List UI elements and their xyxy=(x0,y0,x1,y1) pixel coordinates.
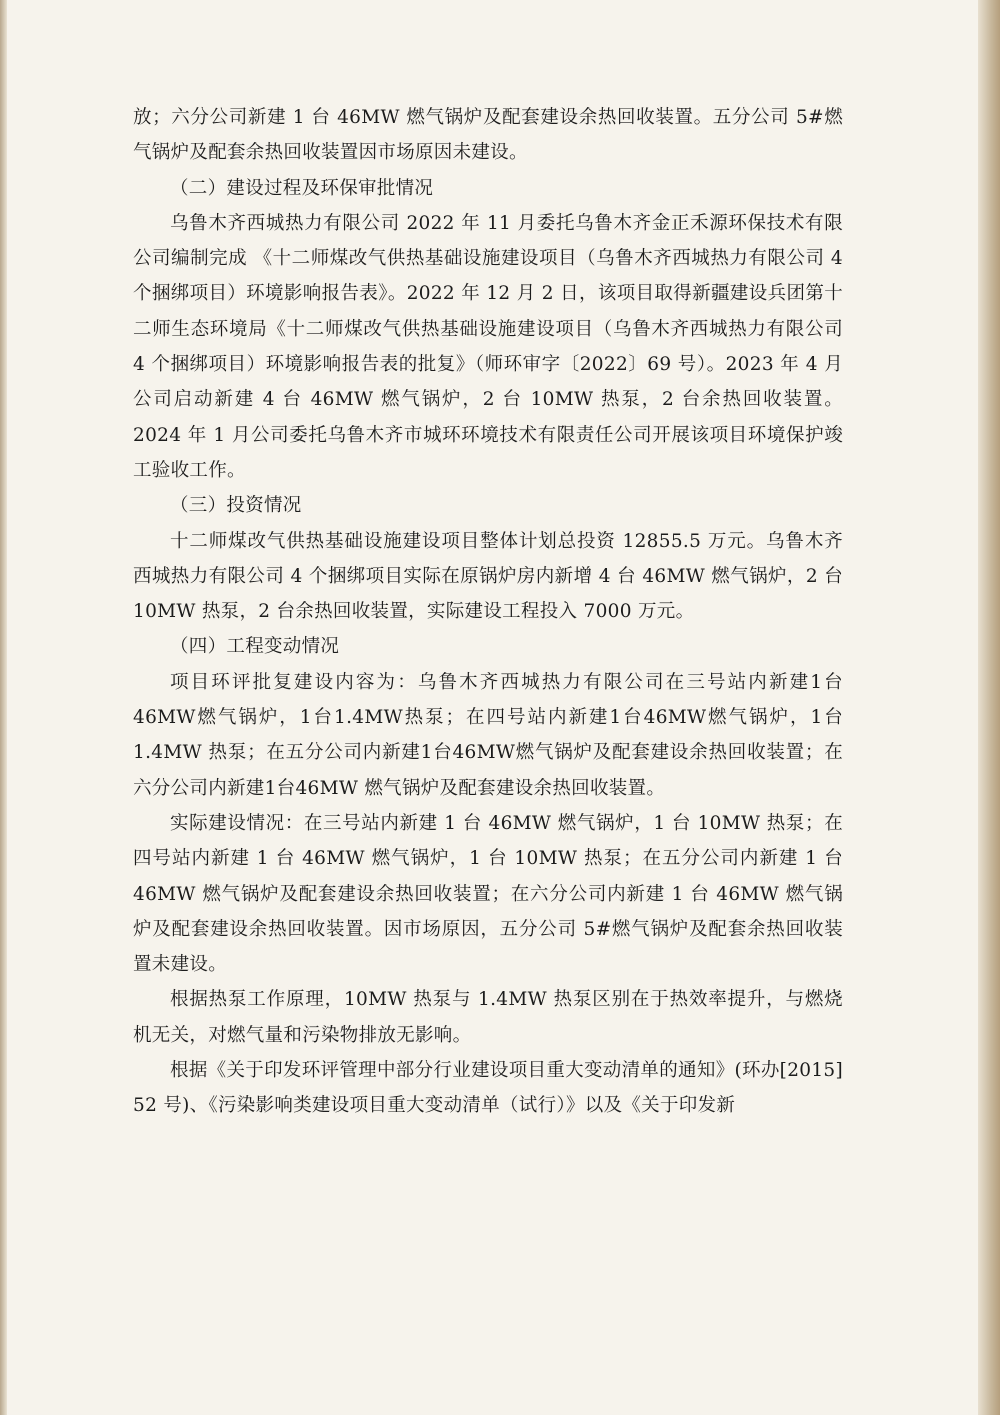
paragraph-continuation: 放；六分公司新建 1 台 46MW 燃气锅炉及配套建设余热回收装置。五分公司 5#燃气锅炉及配套余热回收装置因市场原因未建设。 xyxy=(133,107,843,164)
section-heading-investment: （三）投资情况 xyxy=(170,495,302,517)
section-heading-changes: （四）工程变动情况 xyxy=(170,636,340,658)
paragraph-investment: 十二师煤改气供热基础设施建设项目整体计划总投资 12855.5 万元。乌鲁木齐西城热力有限公司 4 个捆绑项目实际在原锅炉房内新增 4 台 46MW 燃气锅炉，2 台 10MW 热泵，2 台余热回收装置，实际建设工程投入 7000 万元。 xyxy=(133,530,843,623)
paragraph-construction-approval: 乌鲁木齐西城热力有限公司 2022 年 11 月委托乌鲁木齐金正禾源环保技术有限公司编制完成 《十二师煤改气供热基础设施建设项目（乌鲁木齐西城热力有限公司 4 个捆绑项目）环境影响报告表》。2022 年 12 月 2 日，该项目取得新疆建设兵团第十二师生态环境局《十二师煤改气供热基础设施建设项目（乌鲁木齐西城热力有限公司 4 个捆绑项目）环境影响报告表的批复》（师环审字〔2022〕69 号）。2023 年 4 月公司启动新建 4 台 46MW 燃气锅炉，2 台 10MW 热泵，2 台余热回收装置。2024 年 1 月公司委托乌鲁木齐市城环环境技术有限责任公司开展该项目环境保护竣工验收工作。 xyxy=(133,212,843,481)
scan-edge-left xyxy=(0,0,7,1415)
paragraph-approved-content: 项目环评批复建设内容为：乌鲁木齐西城热力有限公司在三号站内新建1台46MW燃气锅炉，1台1.4MW热泵；在四号站内新建1台46MW燃气锅炉，1台1.4MW 热泵；在五分公司内新建1台46MW燃气锅炉及配套建设余热回收装置；在六分公司内新建1台46MW 燃气锅炉及配套建设余热回收装置。 xyxy=(133,671,843,799)
paragraph-regulation-reference: 根据《关于印发环评管理中部分行业建设项目重大变动清单的通知》(环办[2015] 52 号)、《污染影响类建设项目重大变动清单（试行）》以及《关于印发新 xyxy=(133,1060,843,1117)
paragraph-actual-construction: 实际建设情况：在三号站内新建 1 台 46MW 燃气锅炉，1 台 10MW 热泵；在四号站内新建 1 台 46MW 燃气锅炉，1 台 10MW 热泵；在五分公司内新建 1 台 46MW 燃气锅炉及配套建设余热回收装置；在六分公司内新建 1 台 46MW 燃气锅炉及配套建设余热回收装置。因市场原因，五分公司 5#燃气锅炉及配套余热回收装置未建设。 xyxy=(133,812,843,976)
document-body xyxy=(133,100,843,1124)
scan-edge-right xyxy=(978,0,1000,1415)
paragraph-heat-pump-principle: 根据热泵工作原理，10MW 热泵与 1.4MW 热泵区别在于热效率提升，与燃烧机无关，对燃气量和污染物排放无影响。 xyxy=(133,989,843,1046)
section-heading-construction-approval: （二）建设过程及环保审批情况 xyxy=(170,177,434,199)
